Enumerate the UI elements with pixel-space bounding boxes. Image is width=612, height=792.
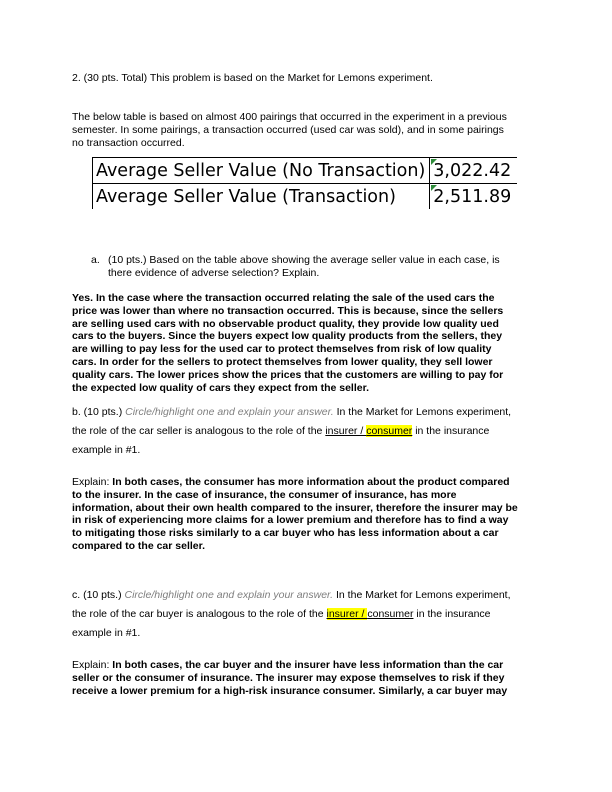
value-text: 2,511.89 [433,187,512,207]
part-b-option-consumer[interactable]: consumer [366,425,413,437]
comment-marker-icon [431,159,437,165]
question-header: 2. (30 pts. Total) This problem is based on the Market for Lemons experiment. [72,72,433,84]
part-c-option-consumer[interactable]: consumer [367,608,414,620]
part-b-prefix: b. (10 pts.) [72,406,126,418]
intro-line-3: no transaction occurred. [72,137,185,149]
table-cell-label: Average Seller Value (No Transaction) [93,158,430,184]
answer-line: price was lower than where no transaction occurred. This is because, since the sellers [72,304,504,317]
part-c-line-2 [72,608,491,621]
answer-line: Yes. In the case where the transaction occurred relating the sale of the used cars the [72,292,495,304]
part-a-line-2: there evidence of adverse selection? Explain. [108,267,320,279]
seller-value-table [92,157,517,209]
part-c-instruction: Circle/highlight one and explain your answer. [124,589,334,601]
intro-line-2: semester. In some pairings, a transaction occurred (used car was sold), and in some pairings [72,124,504,136]
answer-line: to the insurer. In the case of insurance, the consumer of insurance, has more [72,488,457,501]
answer-text: In both cases, the car buyer and the insurer have less information than the car [112,659,504,671]
part-c-prefix: c. (10 pts.) [72,589,125,601]
table-cell-value [430,184,518,210]
part-a-marker: a. [91,254,100,266]
answer-line: receive a lower premium for a high-risk insurance consumer. Similarly, a car buyer may [72,684,508,697]
part-c-option-insurer[interactable]: insurer / [326,608,368,620]
part-c-line-1 [72,589,511,602]
answer-line: cars to the buyers. Since the buyers expect low quality products from the sellers, they [72,330,503,343]
answer-line [72,659,542,672]
answer-line: seller or the consumer of insurance. The insurer may expose themselves to risk if they [72,671,505,684]
answer-line: to mitigating those risks similarly to a car buyer who has less information about a car [72,527,499,540]
part-b-answer [72,476,542,553]
table-cell-value [430,158,518,184]
part-a-answer [72,292,542,394]
part-b-line-1 [72,406,511,419]
answer-line: are willing to pay less for the used car to protect themselves from risk of low quality [72,343,492,356]
part-c-answer [72,659,542,697]
answer-line [72,476,542,489]
answer-line: quality cars. The lower prices show the prices that the customers are willing to pay for [72,368,504,381]
part-c-text: In the Market for Lemons experiment, [333,589,511,601]
answer-line: cars. In order for the sellers to protect themselves from lower quality, they sell lower [72,355,493,368]
explain-label: Explain: [72,659,113,671]
answer-line: compared to the car seller. [72,539,206,552]
comment-marker-icon [431,185,437,191]
part-b-instruction: Circle/highlight one and explain your answer. [125,406,334,418]
intro-line-1: The below table is based on almost 400 pairings that occurred in the experiment in a previous [72,111,507,123]
part-b-line-2-post: in the insurance [412,425,490,437]
table-row [93,184,518,210]
part-b-option-insurer[interactable]: insurer / [325,425,367,437]
part-c-line-3: example in #1. [72,627,141,639]
part-a-line-1: (10 pts.) Based on the table above showing the average seller value in each case, is [108,254,500,266]
answer-line: information, about their own health compared to the insurer, therefore the insurer may be [72,501,518,514]
part-b-line-3: example in #1. [72,444,141,456]
explain-label: Explain: [72,476,113,488]
part-b-line-2 [72,425,489,438]
part-c-line-2-text: the role of the car buyer is analogous to the role of the [72,608,327,620]
table-cell-label: Average Seller Value (Transaction) [93,184,430,210]
answer-line: the expected low quality of cars they expect from the seller. [72,381,370,394]
part-b-text: In the Market for Lemons experiment, [333,406,512,418]
answer-line: are selling used cars with no observable product quality, they provide low quality ued [72,317,499,330]
value-text: 3,022.42 [433,161,512,181]
part-c-line-2-post: in the insurance [413,608,491,620]
answer-line: in risk of experiencing more claims for a lower premium and therefore has to find a way [72,514,509,527]
part-b-line-2-text: the role of the car seller is analogous to the role of the [72,425,326,437]
table-row [93,158,518,184]
answer-text: In both cases, the consumer has more information about the product compared [112,476,510,488]
